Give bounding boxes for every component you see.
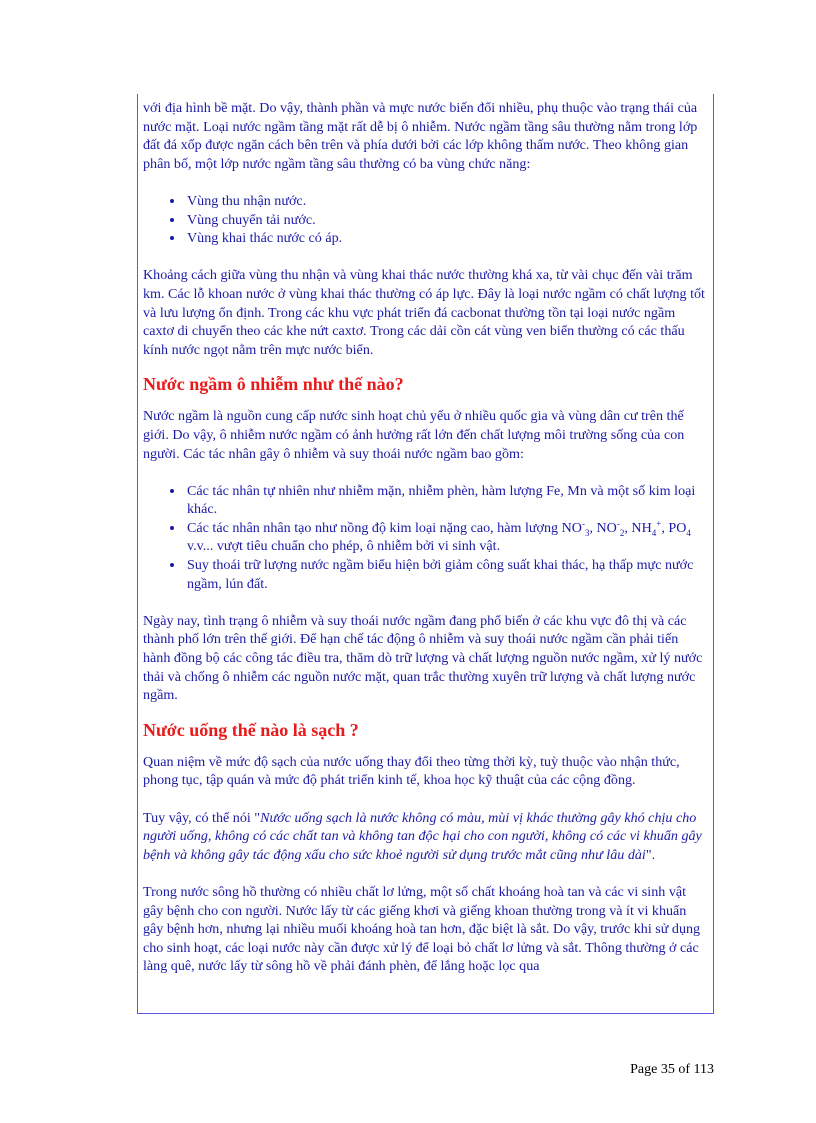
definition-quote: Nước uống sạch là nước không có màu, mùi vị khác thường gây khó chịu cho người uống, không có các chất tan và không tan độc hại cho con người, không có các vi khuẩn gây bệnh và không gây tác động xấu cho sức khoẻ người sử dụng trước mắt cũng như lâu dài (143, 809, 702, 863)
page-number: Page 35 of 113 (630, 1062, 714, 1077)
list-item: • Các tác nhân nhân tạo như nồng độ kim loại nặng cao, hàm lượng $NO^-_3$, $NO^-_2$, $NH_4^+$, $PO_4$ v.v... vượt tiêu chuẩn cho phép, ô nhiễm bởi vi sinh vật. (185, 519, 709, 556)
list-item: • Vùng thu nhận nước. (185, 192, 709, 211)
today-paragraph: Ngày nay, tình trạng ô nhiễm và suy thoái nước ngầm đang phổ biến ở các khu vực đô thị và các thành phố lớn trên thế giới. Để hạn chế tác động ô nhiễm và suy thoái nước ngầm cần phải tiến hành đồng bộ các công tác điều tra, thăm dò trữ lượng và chất lượng nguồn nước ngầm, xử lý nước thải và chống ô nhiễm các nguồn nước mặt, quan trắc thường xuyên trữ lượng và chất lượng nước ngầm. (143, 612, 703, 704)
section-heading-pollution: Nước ngầm ô nhiễm như thế nào? (143, 374, 404, 395)
river-paragraph: Trong nước sông hồ thường có nhiều chất lơ lửng, một số chất khoáng hoà tan và các vi sinh vật gây bệnh cho con người. Nước lấy từ các giếng khơi và giếng khoan thường trong và ít vi khuẩn gây bệnh hơn, nhưng lại nhiều muối khoáng hoà tan hơn, đặc biệt là sắt. Do vậy, trước khi sử dụng cho sinh hoạt, các loại nước này cần được xử lý để loại bỏ chất lơ lửng và sắt. Thông thường ở các làng quê, nước lấy từ sông hồ về phải đánh phèn, để lắng hoặc lọc qua (143, 883, 701, 975)
list-item: • Các tác nhân tự nhiên như nhiễm mặn, nhiễm phèn, hàm lượng Fe, Mn và một số kim loại khác. (185, 482, 709, 519)
agents-list (143, 482, 709, 594)
concept-paragraph: Quan niệm về mức độ sạch của nước uống thay đổi theo từng thời kỳ, tuỳ thuộc vào nhận thức, phong tục, tập quán và mức độ phát triển kinh tế, khoa học kỹ thuật của các cộng đồng. (143, 753, 680, 789)
section-heading-clean-water: Nước uống thế nào là sạch ? (143, 719, 359, 740)
pollution-paragraph: Nước ngầm là nguồn cung cấp nước sinh hoạt chủ yếu ở nhiều quốc gia và vùng dân cư trên thế giới. Do vậy, ô nhiễm nước ngầm có ảnh hưởng rất lớn đến chất lượng môi trường sống của con người. Các tác nhân gây ô nhiễm và suy thoái nước ngầm bao gồm: (143, 408, 685, 462)
distance-paragraph: Khoảng cách giữa vùng thu nhận và vùng khai thác nước thường khá xa, từ vài chục đến vài trăm km. Các lỗ khoan nước ở vùng khai thác thường có áp lực. Đây là loại nước ngầm có chất lượng tốt và lưu lượng ổn định. Trong các khu vực phát triển đá cacbonat thường tồn tại loại nước ngầm caxtơ di chuyển theo các khe nứt caxtơ. Trong các dải cồn cát vùng ven biển thường có các thấu kính nước ngọt nằm trên mực nước biển. (143, 267, 705, 358)
list-item: • Vùng khai thác nước có áp. (185, 229, 709, 248)
zones-list (143, 192, 709, 248)
intro-paragraph: với địa hình bề mặt. Do vậy, thành phần và mực nước biến đổi nhiều, phụ thuộc vào trạng thái của nước mặt. Loại nước ngầm tầng mặt rất dễ bị ô nhiễm. Nước ngầm tầng sâu thường nằm trong lớp đất đá xốp được ngăn cách bên trên và phía dưới bởi các lớp không thấm nước. Theo không gian phân bố, một lớp nước ngầm tầng sâu thường có ba vùng chức năng: (143, 100, 698, 172)
list-item: • Suy thoái trữ lượng nước ngầm biểu hiện bởi giảm công suất khai thác, hạ thấp mực nước ngầm, lún đất. (185, 556, 709, 593)
list-item: • Vùng chuyển tải nước. (185, 211, 709, 230)
quote-paragraph: Tuy vậy, có thể nói "Nước uống sạch là nước không có màu, mùi vị khác thường gây khó chịu cho người uống, không có các chất tan và không tan độc hại cho con người, không có các vi khuẩn gây bệnh và không gây tác động xấu cho sức khoẻ người sử dụng trước mắt cũng như lâu dài". (143, 809, 702, 863)
document-body (143, 99, 709, 976)
